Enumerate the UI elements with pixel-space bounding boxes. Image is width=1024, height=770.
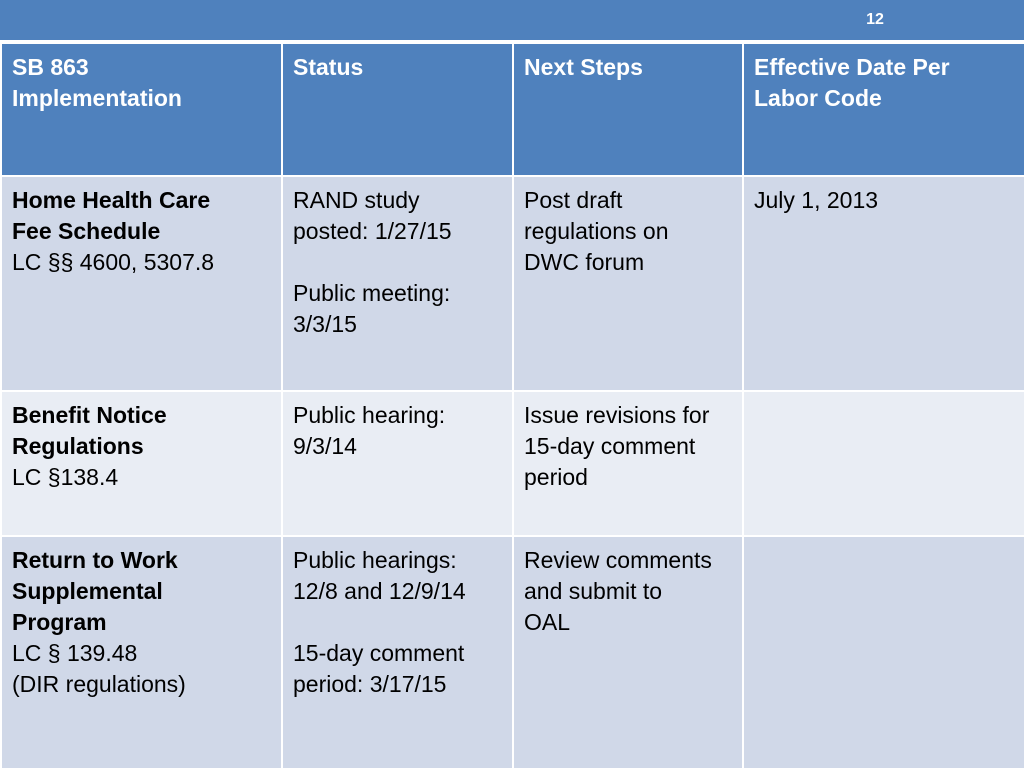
status-text: posted: 1/27/15 — [293, 218, 452, 244]
header-cell-next-steps — [513, 43, 743, 176]
item-title: Benefit Notice — [12, 402, 167, 428]
page-number: 12 — [866, 11, 884, 28]
item-title: Return to Work — [12, 547, 178, 573]
next-step-text: OAL — [524, 609, 571, 635]
header-text: Status — [293, 54, 364, 80]
status-text: Public hearings: — [293, 547, 457, 573]
status-text: 9/3/14 — [293, 433, 357, 459]
effective-date-cell — [743, 536, 1024, 769]
next-steps-cell — [513, 176, 743, 391]
status-text: 3/3/15 — [293, 311, 357, 337]
effective-date-text: July 1, 2013 — [754, 187, 879, 213]
next-step-text: Post draft — [524, 187, 623, 213]
implementation-cell — [1, 391, 282, 536]
next-step-text: and submit to — [524, 578, 663, 604]
next-step-text: Review comments — [524, 547, 712, 573]
labor-code-ref: LC §138.4 — [12, 464, 119, 490]
status-text: RAND study — [293, 187, 420, 213]
table-header-row — [1, 43, 1024, 176]
implementation-cell — [1, 536, 282, 769]
labor-code-ref: LC § 139.48 — [12, 640, 138, 666]
spacer — [293, 247, 502, 278]
item-title: Program — [12, 609, 107, 635]
status-text: 15-day comment — [293, 640, 465, 666]
implementation-cell — [1, 176, 282, 391]
item-title: Home Health Care — [12, 187, 211, 213]
table-row — [1, 176, 1024, 391]
status-text: Public hearing: — [293, 402, 446, 428]
spacer — [293, 607, 502, 638]
next-step-text: 15-day comment — [524, 433, 696, 459]
status-text: Public meeting: — [293, 280, 451, 306]
labor-code-ref: (DIR regulations) — [12, 671, 186, 697]
header-text: Effective Date Per — [754, 54, 950, 80]
header-text: Next Steps — [524, 54, 643, 80]
status-cell — [282, 176, 513, 391]
header-cell-effective-date — [743, 43, 1024, 176]
item-title: Fee Schedule — [12, 218, 161, 244]
next-steps-cell — [513, 536, 743, 769]
labor-code-ref: LC §§ 4600, 5307.8 — [12, 249, 215, 275]
status-cell — [282, 391, 513, 536]
item-title: Supplemental — [12, 578, 163, 604]
header-cell-implementation — [1, 43, 282, 176]
next-step-text: Issue revisions for — [524, 402, 710, 428]
effective-date-cell — [743, 176, 1024, 391]
effective-date-cell — [743, 391, 1024, 536]
next-step-text: period — [524, 464, 588, 490]
header-text: Labor Code — [754, 85, 882, 111]
status-cell — [282, 536, 513, 769]
table-row — [1, 391, 1024, 536]
header-text: Implementation — [12, 85, 182, 111]
next-step-text: DWC forum — [524, 249, 645, 275]
slide-header-bar — [0, 0, 1024, 40]
status-text: 12/8 and 12/9/14 — [293, 578, 466, 604]
table-row — [1, 536, 1024, 769]
status-text: period: 3/17/15 — [293, 671, 447, 697]
item-title: Regulations — [12, 433, 144, 459]
header-cell-status — [282, 43, 513, 176]
implementation-table — [0, 42, 1024, 770]
next-step-text: regulations on — [524, 218, 669, 244]
header-text: SB 863 — [12, 54, 89, 80]
next-steps-cell — [513, 391, 743, 536]
